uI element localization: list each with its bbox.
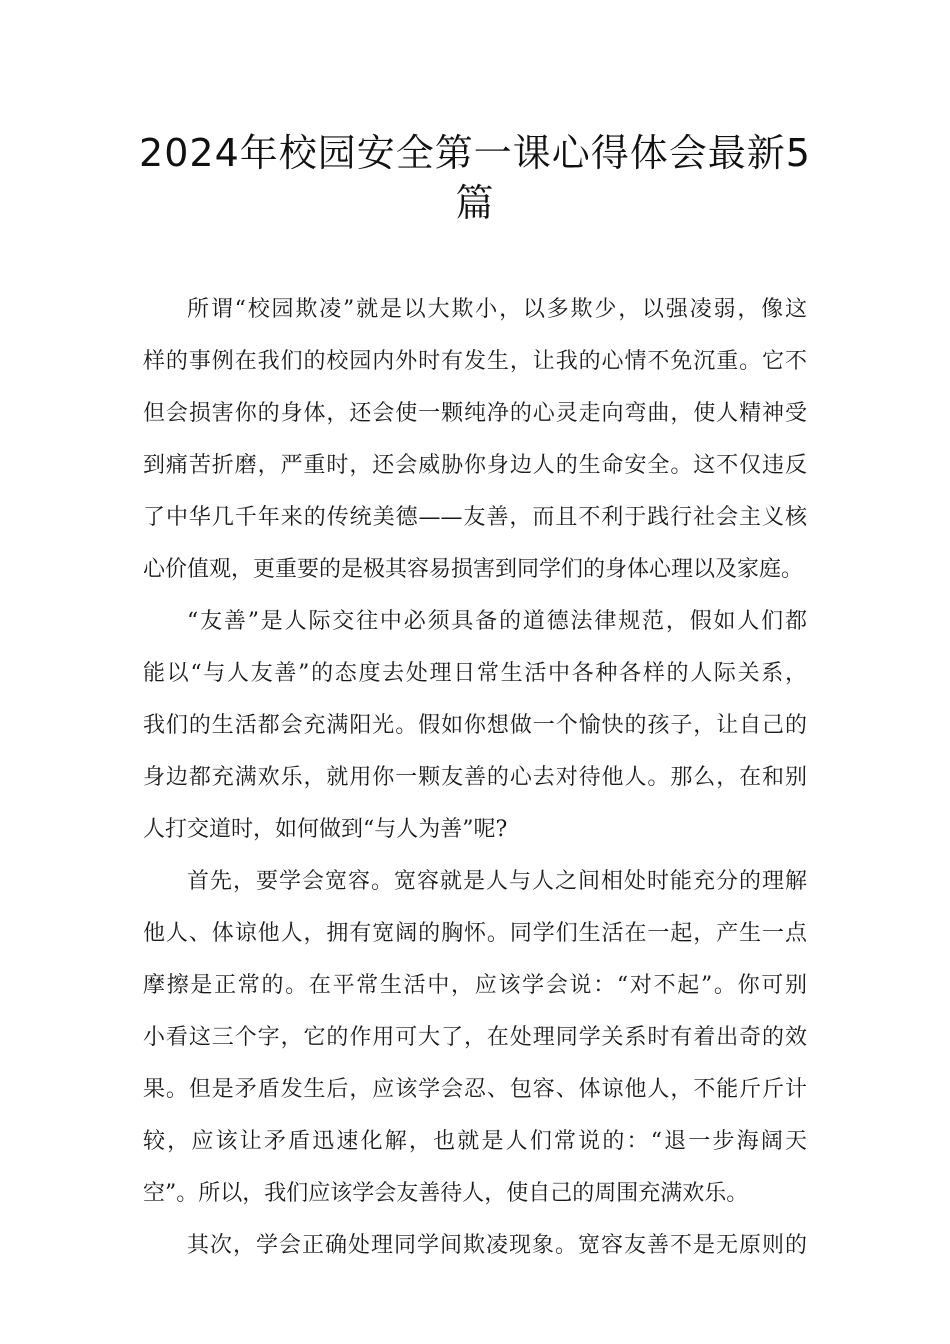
paragraph-line: 了中华几千年来的传统美德——友善，而且不利于践行社会主义核 [143, 505, 807, 530]
document-body [143, 284, 807, 1272]
title-line-1: 2024年校园安全第一课心得体会最新5 [139, 131, 811, 175]
paragraph-2 [143, 596, 807, 856]
paragraph-line: 摩擦是正常的。在平常生活中，应该学会说：“对不起”。你可别 [143, 973, 807, 998]
paragraph-line: 他人、体谅他人，拥有宽阔的胸怀。同学们生活在一起，产生一点 [143, 921, 807, 946]
paragraph-4 [143, 1220, 807, 1272]
paragraph-line: 身边都充满欢乐，就用你一颗友善的心去对待他人。那么，在和别 [143, 765, 807, 790]
title-line-2: 篇 [455, 181, 495, 225]
paragraph-1 [143, 284, 807, 596]
paragraph-line: 能以“与人友善”的态度去处理日常生活中各种各样的人际关系， [143, 661, 807, 686]
paragraph-3 [143, 856, 807, 1220]
document-title [100, 128, 850, 228]
paragraph-line: 其次，学会正确处理同学间欺凌现象。宽容友善不是无原则的 [187, 1233, 807, 1258]
paragraph-line: 较，应该让矛盾迅速化解，也就是人们常说的：“退一步海阔天 [143, 1129, 807, 1154]
paragraph-line: “友善”是人际交往中必须具备的道德法律规范，假如人们都 [187, 609, 807, 634]
paragraph-line: 我们的生活都会充满阳光。假如你想做一个愉快的孩子，让自己的 [143, 713, 807, 738]
paragraph-line: 到痛苦折磨，严重时，还会威胁你身边人的生命安全。这不仅违反 [143, 453, 807, 478]
paragraph-line: 小看这三个字，它的作用可大了，在处理同学关系时有着出奇的效 [143, 1025, 807, 1050]
paragraph-line: 所谓“校园欺凌”就是以大欺小，以多欺少，以强凌弱，像这 [187, 297, 807, 322]
paragraph-line: 心价值观，更重要的是极其容易损害到同学们的身体心理以及家庭。 [143, 557, 804, 582]
paragraph-line: 首先，要学会宽容。宽容就是人与人之间相处时能充分的理解 [187, 869, 807, 894]
paragraph-line: 空”。所以，我们应该学会友善待人，使自己的周围充满欢乐。 [143, 1181, 749, 1206]
paragraph-line: 果。但是矛盾发生后，应该学会忍、包容、体谅他人，不能斤斤计 [143, 1077, 807, 1102]
paragraph-line: 但会损害你的身体，还会使一颗纯净的心灵走向弯曲，使人精神受 [143, 401, 807, 426]
paragraph-line: 样的事例在我们的校园内外时有发生，让我的心情不免沉重。它不 [143, 349, 807, 374]
paragraph-line: 人打交道时，如何做到“与人为善”呢? [143, 817, 508, 842]
